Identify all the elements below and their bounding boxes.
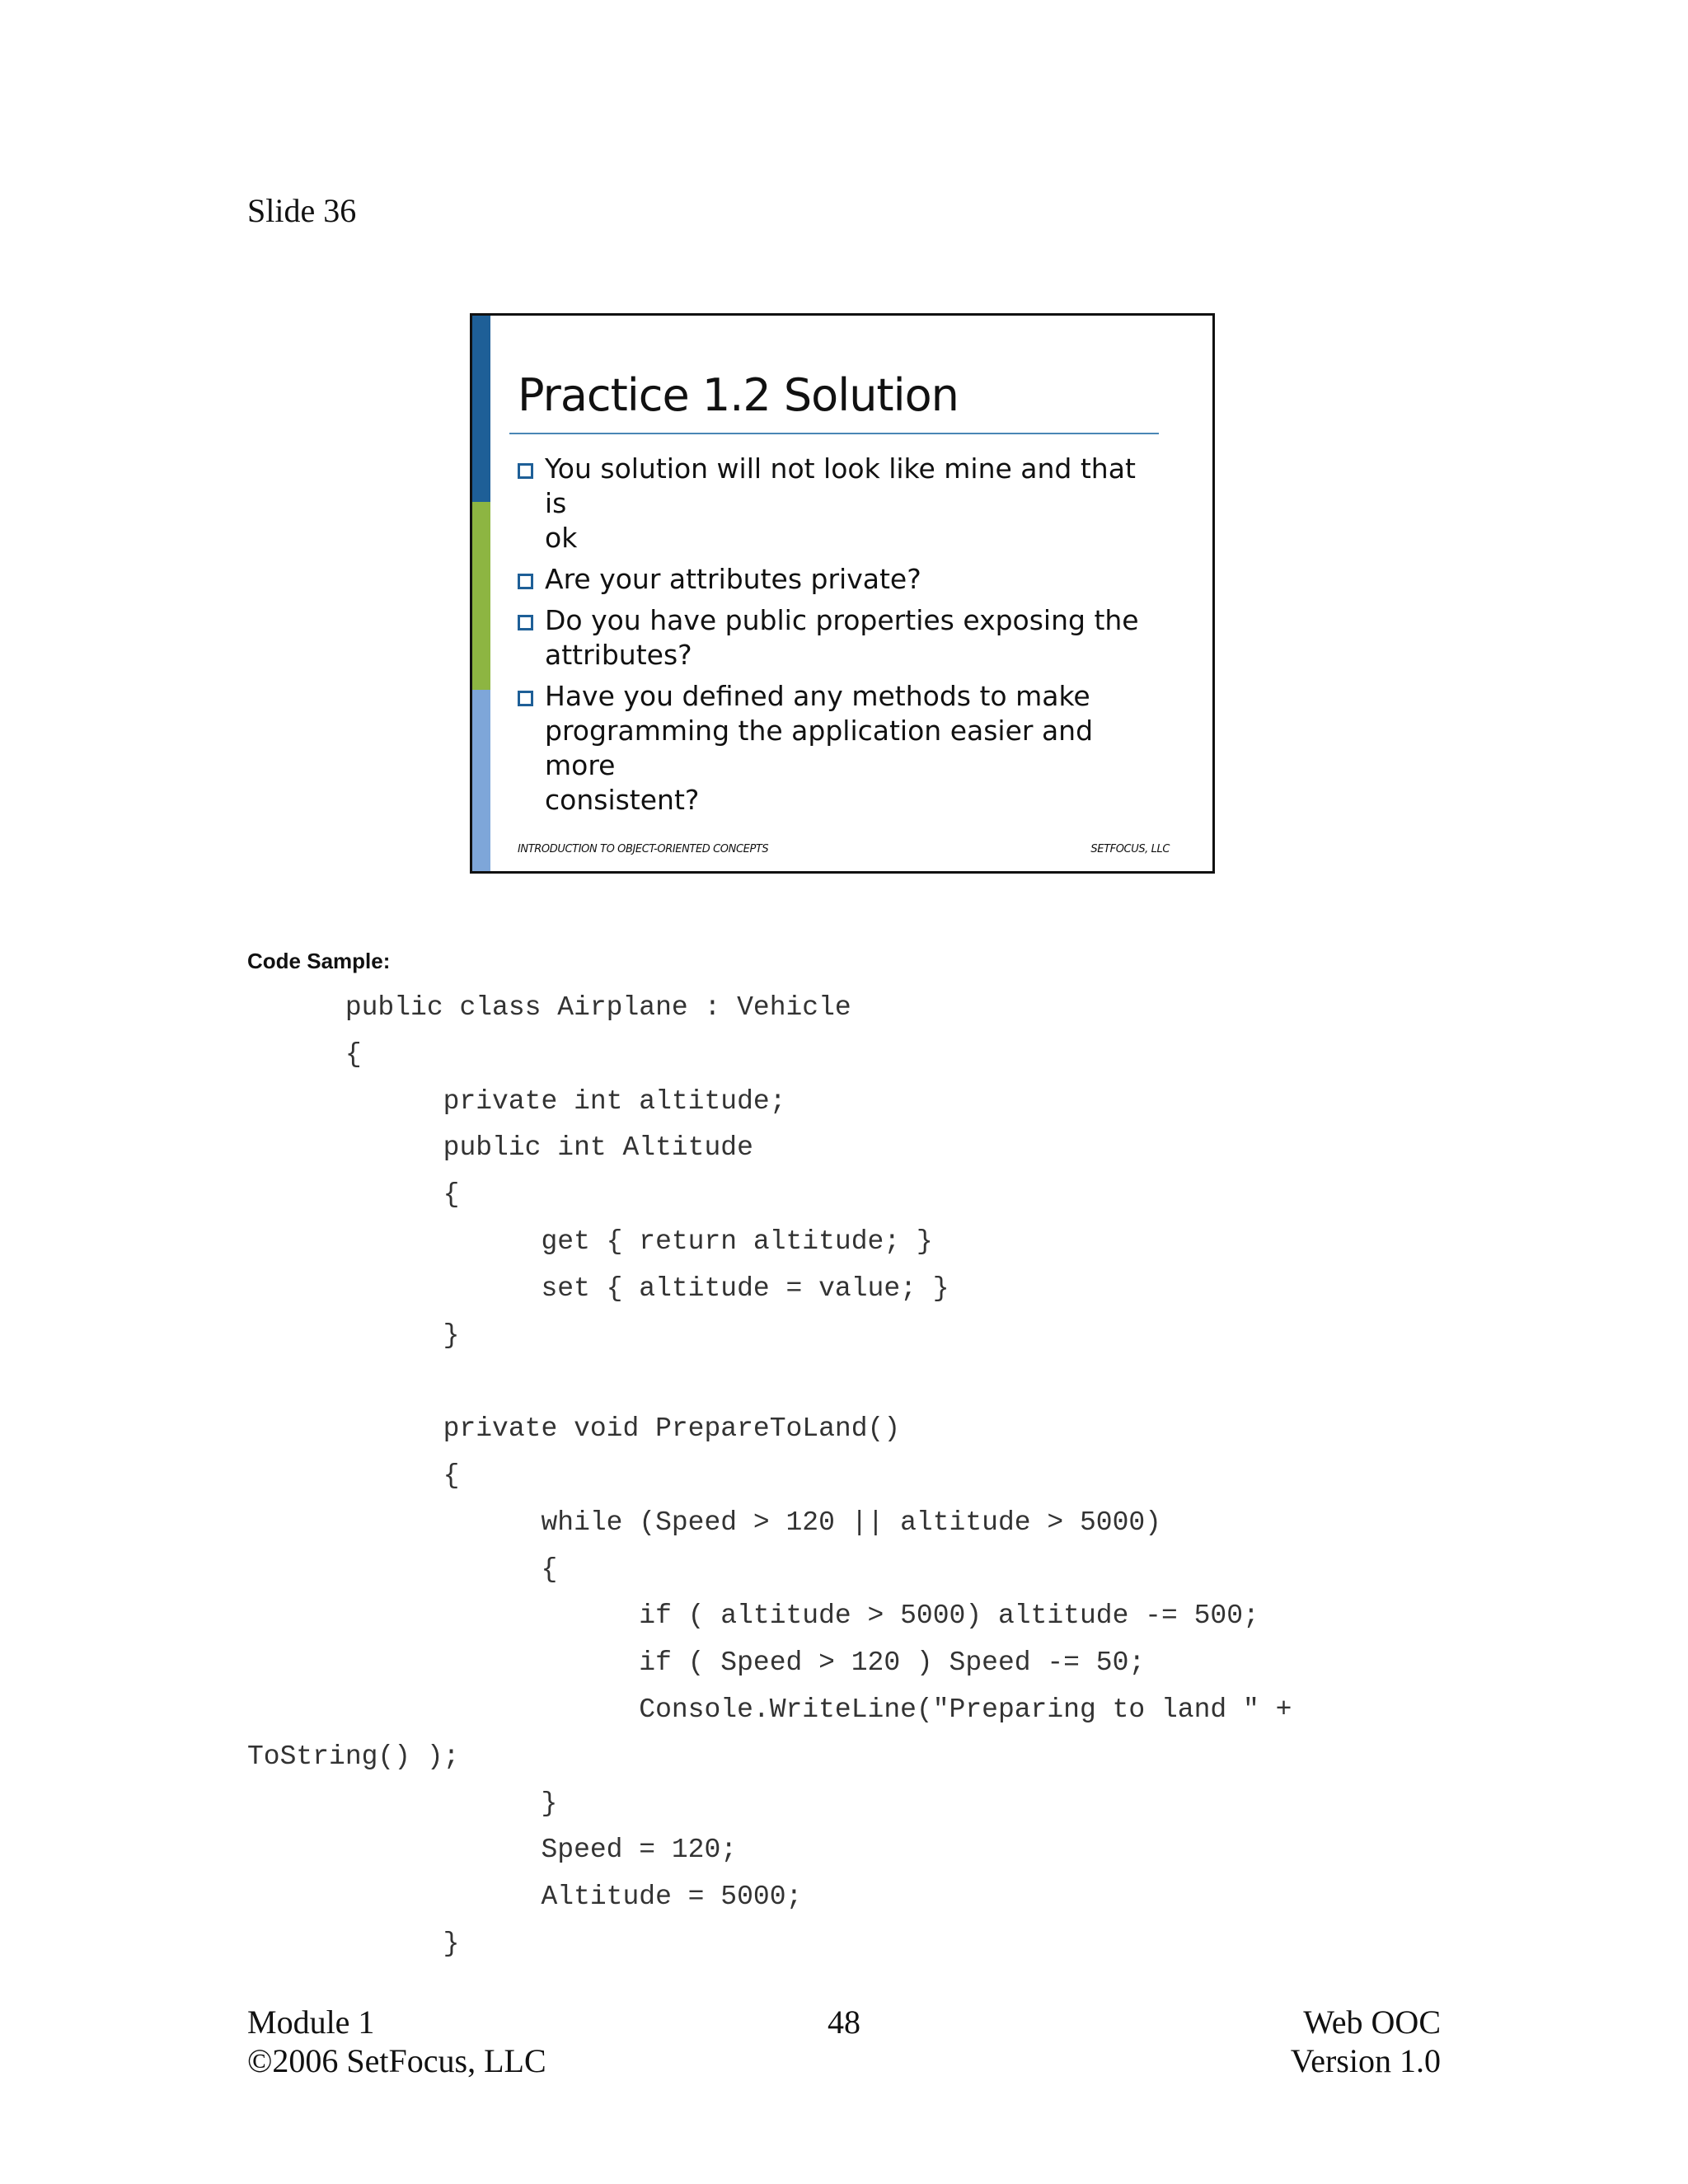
footer-copyright: ©2006 SetFocus, LLC (247, 2042, 546, 2079)
square-bullet-icon (518, 615, 533, 630)
footer-page-number: 48 (828, 2004, 860, 2041)
code-block (247, 985, 1292, 1968)
slide-bullet-list (518, 452, 1160, 824)
slide-label: Slide 36 (247, 192, 357, 229)
slide-footer-right: SETFOCUS, LLC (1090, 843, 1170, 855)
slide-bullet (518, 452, 1160, 555)
footer-right (1291, 2003, 1441, 2080)
code-line: public class Airplane : Vehicle (247, 992, 851, 1023)
code-line: if ( Speed > 120 ) Speed -= 50; (247, 1647, 1146, 1679)
slide-bullet-line: You solution will not look like mine and that is (545, 452, 1136, 519)
slide-bullet-line: programming the application easier and more (545, 715, 1094, 781)
slide-accent-bar-blue (472, 316, 490, 502)
slide-bullet-line: attributes? (545, 639, 692, 671)
square-bullet-icon (518, 463, 533, 479)
slide-bullet-line: Are your attributes private? (545, 563, 921, 595)
footer-module: Module 1 (247, 2004, 375, 2041)
footer-course: Web OOC (1303, 2004, 1441, 2041)
code-line: Altitude = 5000; (247, 1882, 803, 1913)
code-line: private int altitude; (247, 1085, 786, 1117)
code-line: } (247, 1928, 460, 1959)
slide-title: Practice 1.2 Solution (518, 369, 959, 421)
code-line: public int Altitude (247, 1132, 753, 1164)
code-line: { (247, 1554, 558, 1585)
code-heading: Code Sample: (247, 949, 391, 973)
footer-version: Version 1.0 (1290, 2042, 1441, 2079)
code-line: Console.WriteLine("Preparing to land " + (247, 1694, 1292, 1725)
code-line: } (247, 1788, 558, 1819)
code-line: get { return altitude; } (247, 1226, 933, 1257)
slide-accent-bar-green (472, 502, 490, 690)
code-line: set { altitude = value; } (247, 1272, 950, 1304)
slide-bullet (518, 679, 1160, 818)
slide-thumbnail (470, 313, 1215, 874)
code-line: if ( altitude > 5000) altitude -= 500; (247, 1601, 1259, 1632)
slide-bullet-line: consistent? (545, 784, 700, 816)
slide-accent-bar-light (472, 690, 490, 874)
code-line: { (247, 1038, 362, 1070)
square-bullet-icon (518, 574, 533, 589)
code-line: while (Speed > 120 || altitude > 5000) (247, 1507, 1161, 1538)
square-bullet-icon (518, 691, 533, 706)
slide-bullet-line: Do you have public properties exposing the (545, 604, 1139, 636)
code-line: { (247, 1460, 460, 1491)
code-line (247, 1359, 1292, 1406)
code-line: Speed = 120; (247, 1835, 738, 1866)
title-divider (509, 433, 1159, 434)
slide-bullet (518, 562, 1160, 597)
code-line: { (247, 1179, 460, 1211)
code-line: ToString() ); (247, 1741, 460, 1772)
slide-bullet (518, 603, 1160, 673)
code-line: private void PrepareToLand() (247, 1413, 901, 1445)
slide-bullet-line: ok (545, 522, 578, 554)
slide-bullet-line: Have you defined any methods to make (545, 680, 1090, 712)
code-line: } (247, 1319, 460, 1351)
slide-footer-left: INTRODUCTION TO OBJECT-ORIENTED CONCEPTS (518, 843, 769, 855)
